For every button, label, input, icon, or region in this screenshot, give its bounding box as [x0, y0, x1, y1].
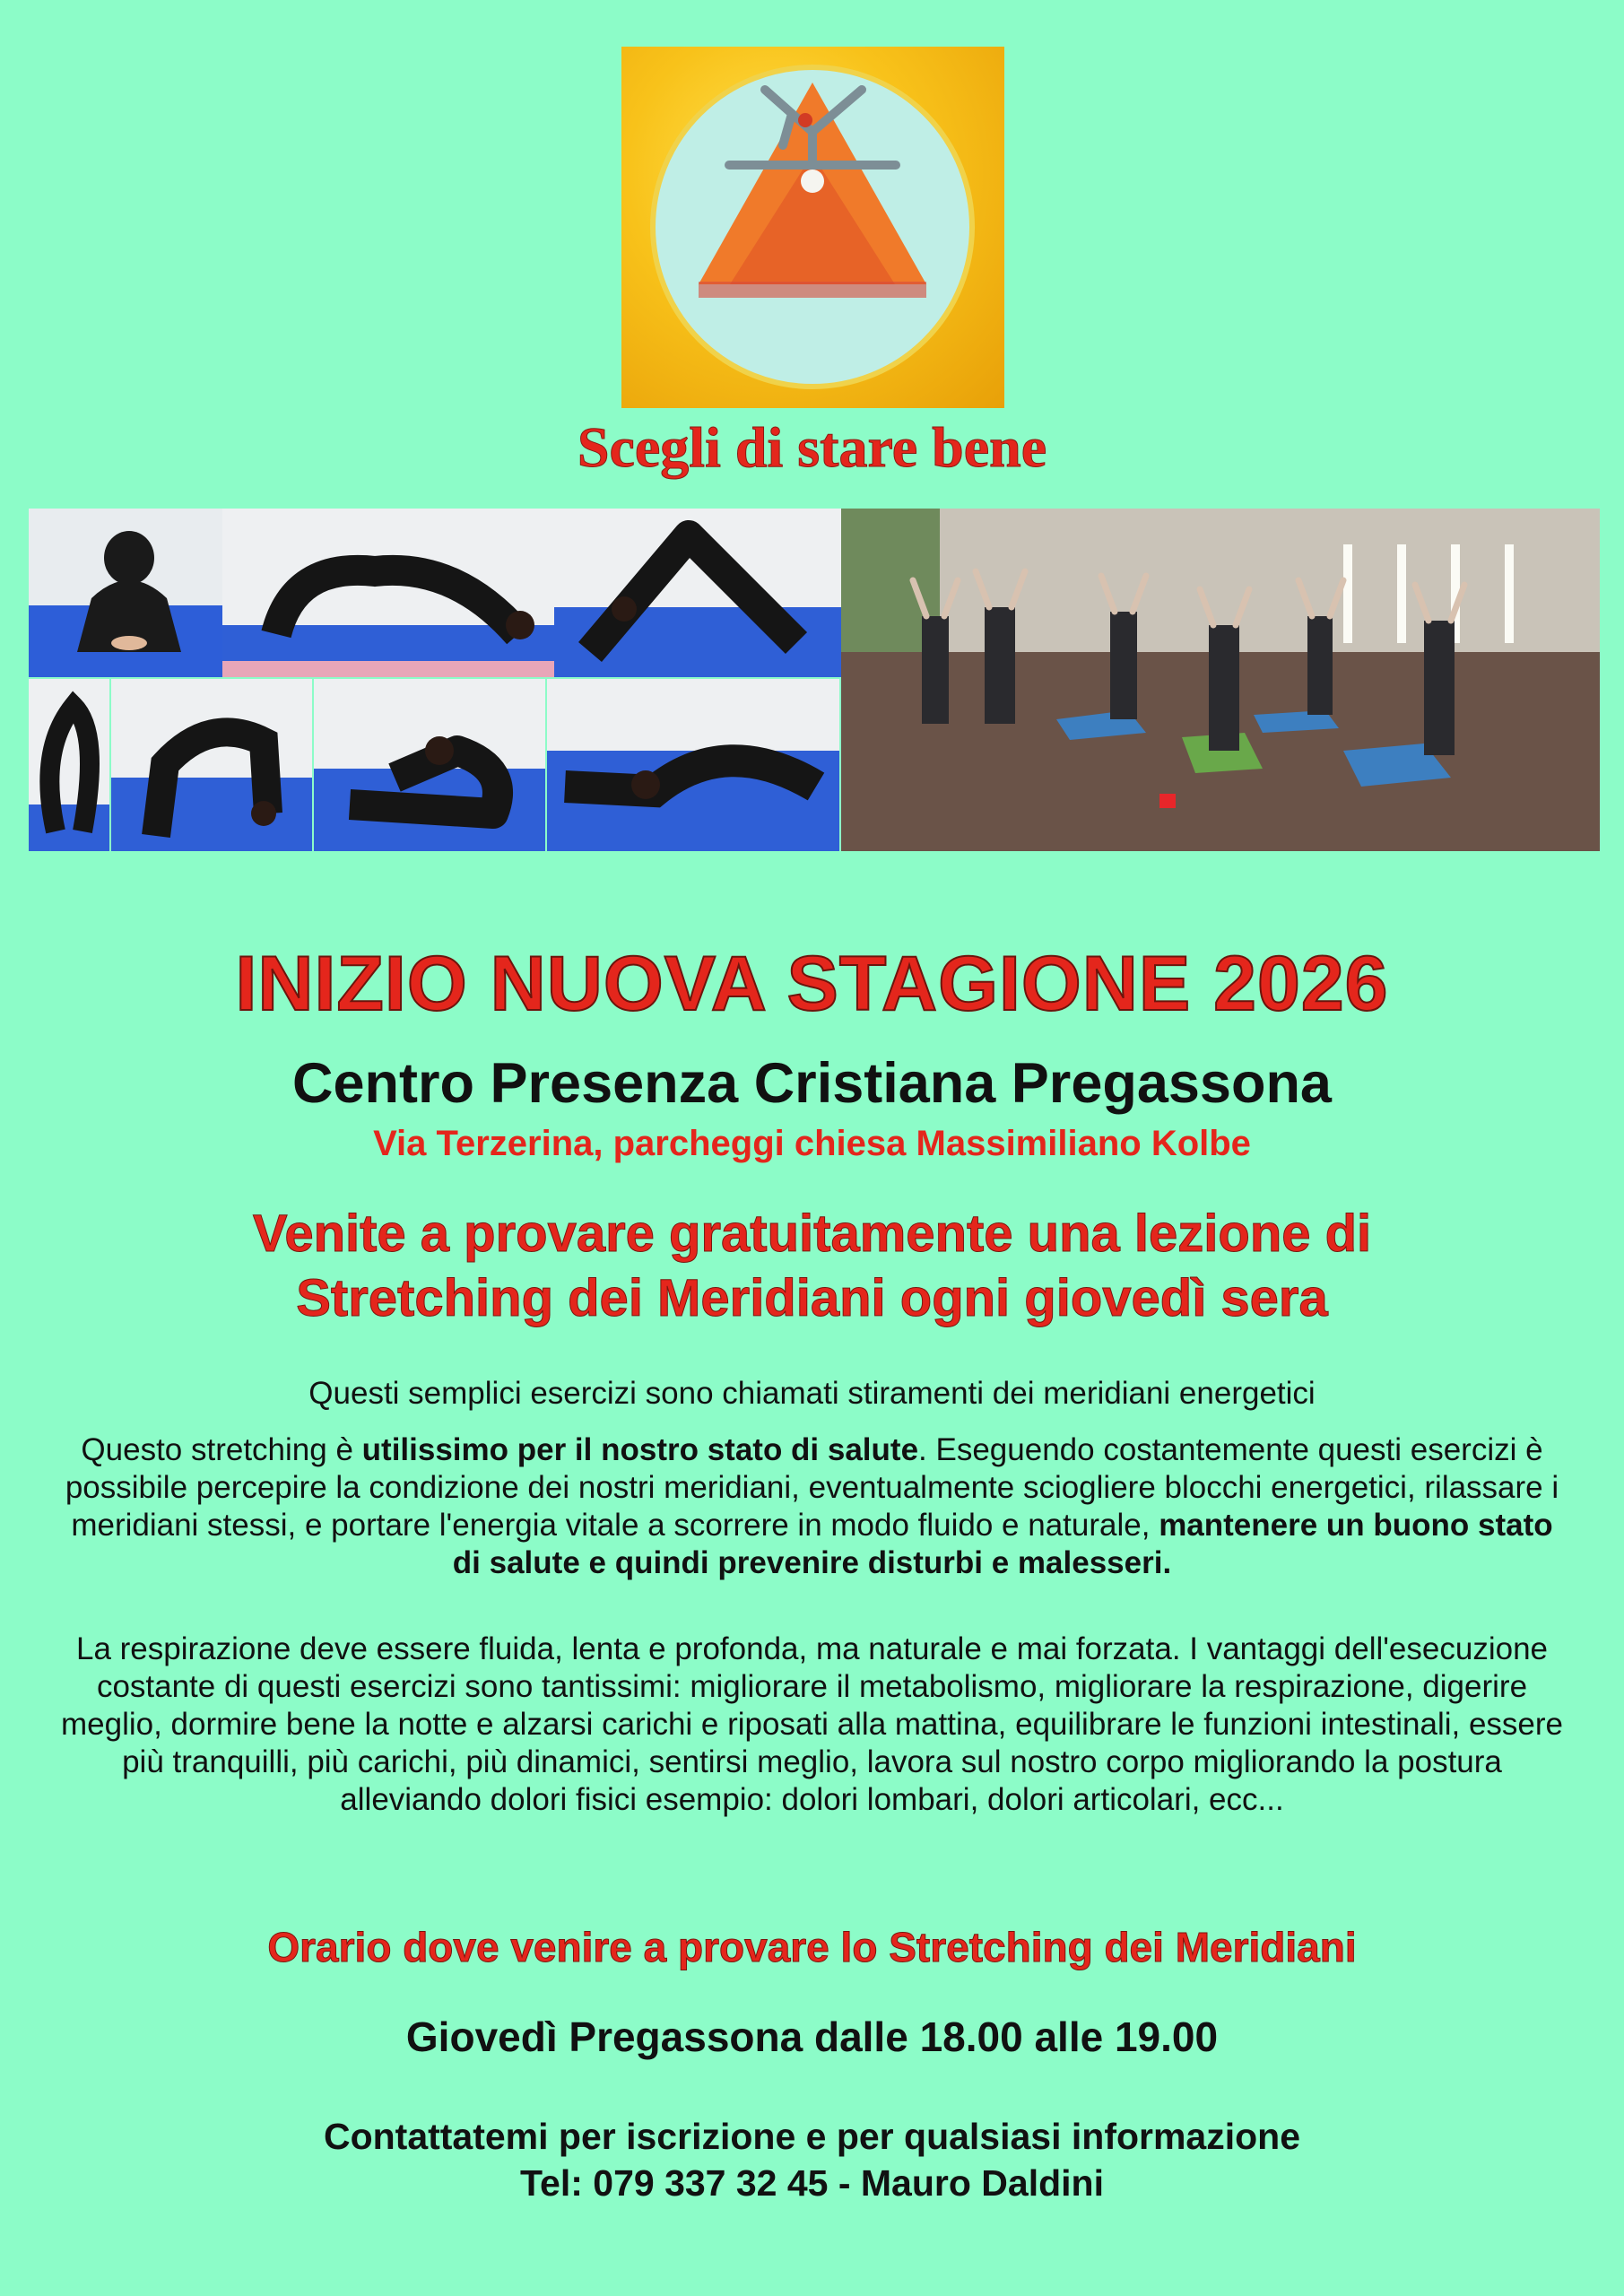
stretch-photo-child-pose — [547, 679, 839, 851]
paragraph-1-c: . Eseguendo costantemente questi esercizi è possibile percepire la condizione dei nostri meridiani, eventualmente sciogliere blocchi energetici, rilassare i meridiani stessi, e portare l'energia vitale a scorrere in modo fluido e naturale, — [65, 1432, 1559, 1543]
tagline: Scegli di stare bene — [577, 415, 1047, 479]
photo-collage — [29, 509, 1600, 851]
paragraph-1-b: utilissimo per il nostro stato di salute — [361, 1432, 919, 1467]
headline: INIZIO NUOVA STAGIONE 2026 — [235, 941, 1389, 1027]
stretch-photo-backbend — [29, 679, 109, 851]
stretch-photo-forward-fold — [314, 679, 545, 851]
invite-text — [90, 1202, 1534, 1331]
stretch-photo-bridge — [222, 509, 554, 677]
center-name: Centro Presenza Cristiana Pregassona — [292, 1052, 1332, 1115]
stretch-photo-camel — [111, 679, 312, 851]
contact-info — [0, 2113, 1624, 2206]
stretch-photo-downward-dog — [554, 509, 841, 677]
invite-line-1: Venite a provare gratuitamente una lezione di — [252, 1205, 1372, 1263]
group-class-photo — [841, 509, 1600, 851]
contact-phone: Tel: 079 337 32 45 - Mauro Daldini — [520, 2162, 1104, 2204]
intro-text: Questi semplici esercizi sono chiamati stiramenti dei meridiani energetici — [308, 1376, 1316, 1411]
schedule-title: Orario dove venire a provare lo Stretching dei Meridiani — [267, 1924, 1357, 1970]
address: Via Terzerina, parcheggi chiesa Massimiliano Kolbe — [373, 1124, 1251, 1163]
schedule-time: Giovedì Pregassona dalle 18.00 alle 19.00 — [405, 2013, 1219, 2060]
stretch-photo-butterfly — [29, 509, 222, 677]
paragraph-benefits — [54, 1431, 1570, 1582]
contact-line-1: Contattatemi per iscrizione e per qualsiasi informazione — [323, 2116, 1301, 2157]
paragraph-breathing: La respirazione deve essere fluida, lenta e profonda, ma naturale e mai forzata. I vantaggi dell'esecuzione costante di questi esercizi sono tantissimi: migliorare il metabolismo, migliorare la respirazione, digerire meglio, dormire bene la notte e alzarsi carichi e riposati alla mattina, equilibrare le funzioni intestinali, essere più tranquilli, più carichi, più dinamici, sentirsi meglio, lavora sul nostro corpo migliorando la postura alleviando dolori fisici esempio: dolori lombari, dolori articolari, ecc... — [60, 1631, 1563, 1817]
paragraph-1-d: mantenere un buono stato di salute e quindi prevenire disturbi e malesseri. — [452, 1508, 1553, 1580]
paragraph-1-a: Questo stretching è — [81, 1432, 362, 1467]
invite-line-2: Stretching dei Meridiani ogni giovedì sera — [296, 1269, 1328, 1327]
meridian-logo — [621, 47, 1004, 408]
